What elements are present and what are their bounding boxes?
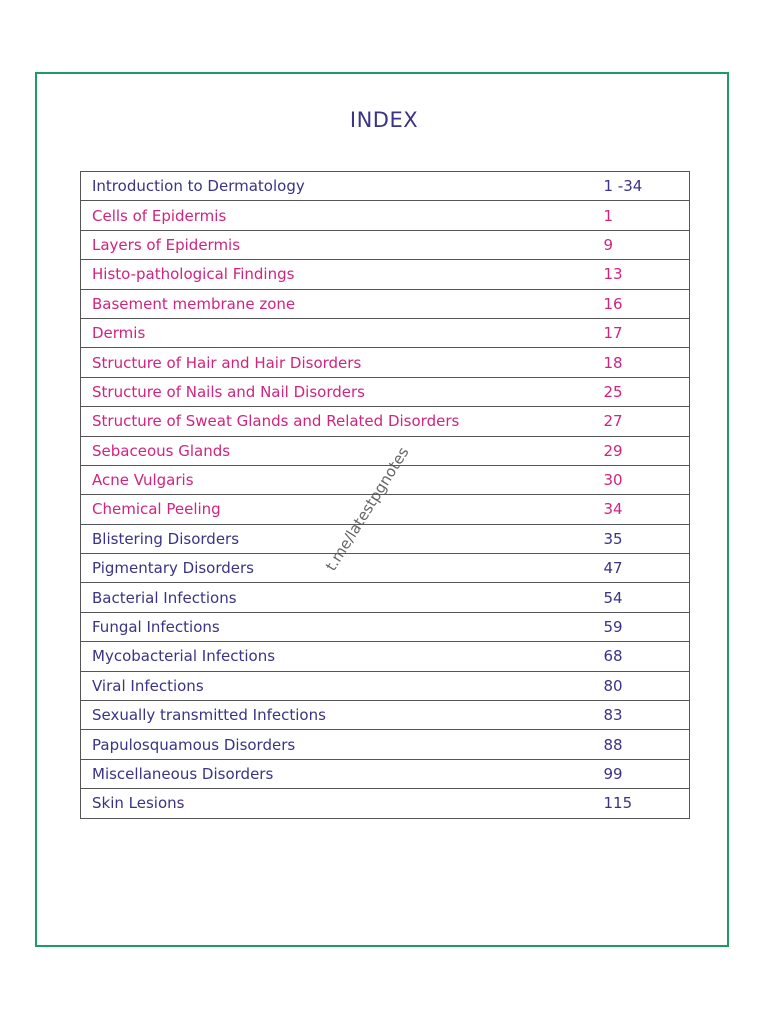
index-row <box>81 554 690 583</box>
index-page-number: 68 <box>604 642 690 671</box>
index-page-number: 13 <box>604 260 690 289</box>
index-topic: Structure of Sweat Glands and Related Disorders <box>81 407 604 436</box>
index-row <box>81 377 690 406</box>
index-row <box>81 730 690 759</box>
index-topic: Basement membrane zone <box>81 289 604 318</box>
index-row <box>81 701 690 730</box>
index-topic: Introduction to Dermatology <box>81 172 604 201</box>
index-page-number: 88 <box>604 730 690 759</box>
index-topic: Histo-pathological Findings <box>81 260 604 289</box>
index-topic: Dermis <box>81 318 604 347</box>
index-topic: Bacterial Infections <box>81 583 604 612</box>
index-page-number: 47 <box>604 554 690 583</box>
index-row <box>81 583 690 612</box>
index-row <box>81 172 690 201</box>
index-row <box>81 759 690 788</box>
index-topic: Fungal Infections <box>81 612 604 641</box>
index-topic: Acne Vulgaris <box>81 465 604 494</box>
index-page-number: 29 <box>604 436 690 465</box>
index-topic: Pigmentary Disorders <box>81 554 604 583</box>
page-title: INDEX <box>349 108 419 132</box>
index-topic: Structure of Nails and Nail Disorders <box>81 377 604 406</box>
index-row <box>81 318 690 347</box>
index-topic: Viral Infections <box>81 671 604 700</box>
index-topic: Papulosquamous Disorders <box>81 730 604 759</box>
index-row <box>81 230 690 259</box>
index-page-number: 83 <box>604 701 690 730</box>
index-row <box>81 612 690 641</box>
index-page-number: 59 <box>604 612 690 641</box>
index-row <box>81 260 690 289</box>
index-page-number: 25 <box>604 377 690 406</box>
index-page-number: 80 <box>604 671 690 700</box>
index-page-number: 35 <box>604 524 690 553</box>
index-topic: Cells of Epidermis <box>81 201 604 230</box>
index-row <box>81 495 690 524</box>
index-topic: Chemical Peeling <box>81 495 604 524</box>
index-row <box>81 289 690 318</box>
index-row <box>81 201 690 230</box>
index-row <box>81 671 690 700</box>
index-row <box>81 348 690 377</box>
index-topic: Layers of Epidermis <box>81 230 604 259</box>
index-row <box>81 789 690 818</box>
watermark-text: t.me/latestpgnotes <box>321 443 413 575</box>
index-page-number: 34 <box>604 495 690 524</box>
index-topic: Sexually transmitted Infections <box>81 701 604 730</box>
index-page-number: 1 -34 <box>604 172 690 201</box>
index-page-number: 115 <box>604 789 690 818</box>
index-topic: Mycobacterial Infections <box>81 642 604 671</box>
index-row <box>81 524 690 553</box>
index-row <box>81 642 690 671</box>
index-page-number: 16 <box>604 289 690 318</box>
index-topic: Sebaceous Glands <box>81 436 604 465</box>
index-row <box>81 407 690 436</box>
index-topic: Skin Lesions <box>81 789 604 818</box>
index-page-number: 54 <box>604 583 690 612</box>
index-page-number: 9 <box>604 230 690 259</box>
index-topic: Structure of Hair and Hair Disorders <box>81 348 604 377</box>
index-page-number: 17 <box>604 318 690 347</box>
index-page-number: 18 <box>604 348 690 377</box>
index-topic: Blistering Disorders <box>81 524 604 553</box>
index-page-number: 1 <box>604 201 690 230</box>
index-page-number: 27 <box>604 407 690 436</box>
index-topic: Miscellaneous Disorders <box>81 759 604 788</box>
index-page-number: 30 <box>604 465 690 494</box>
index-page-number: 99 <box>604 759 690 788</box>
